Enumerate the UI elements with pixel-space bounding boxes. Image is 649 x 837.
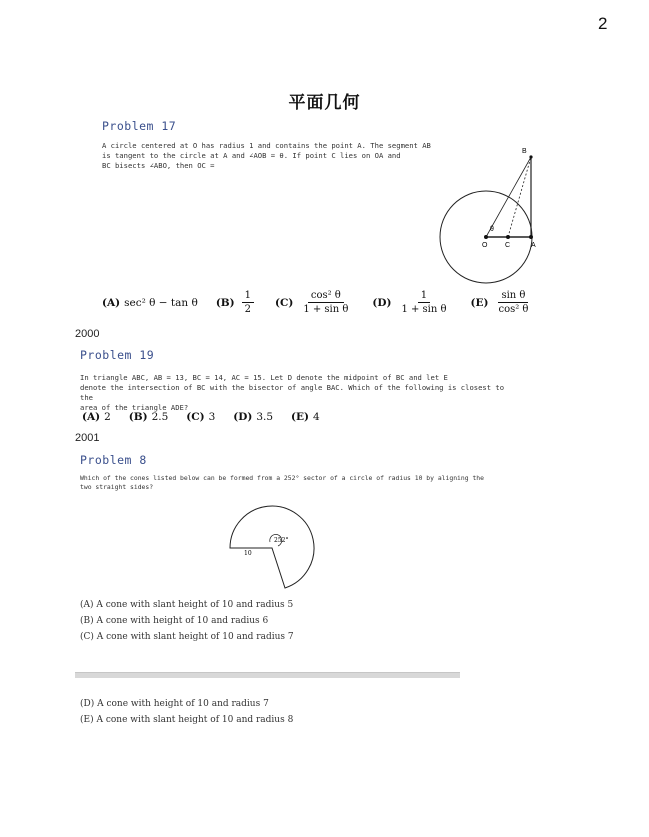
problem-17-line-3: BC bisects ∠ABO, then OC =	[102, 161, 215, 170]
segment-bc	[508, 157, 531, 237]
problem-8-line-2: two straight sides?	[80, 483, 154, 491]
p19-choice-d-text: 3.5	[256, 411, 274, 423]
label-theta: θ	[490, 226, 494, 233]
p8-option-c: (C) A cone with slant height of 10 and radius 7	[80, 632, 294, 642]
choice-d-label: (D)	[372, 296, 392, 309]
p19-choice-c-text: 3	[208, 411, 216, 423]
choice-e-label: (E)	[470, 296, 489, 309]
choice-c-num: cos² θ	[308, 289, 344, 303]
problem-19-line-2: denote the intersection of BC with the bisector of angle BAC. Which of the following is closest to the	[80, 383, 505, 402]
problem-8-line-1: Which of the cones listed below can be formed from a 252° sector of a circle of radius 10 by aligning the	[80, 474, 484, 482]
problem-8-options-first	[80, 597, 294, 645]
p19-choice-d-label: (D)	[233, 411, 253, 423]
choice-a-text: sec² θ − tan θ	[124, 296, 198, 309]
point-c	[506, 235, 510, 239]
choice-c-label: (C)	[275, 296, 294, 309]
choice-a	[102, 297, 198, 309]
p19-choice-e-text: 4	[312, 411, 320, 423]
section-title: 平面几何	[288, 93, 361, 113]
problem-17-line-1: A circle centered at O has radius 1 and contains the point A. The segment AB	[102, 141, 431, 150]
problem-17-text	[102, 141, 432, 171]
point-a	[529, 235, 533, 239]
label-o: O	[482, 242, 488, 249]
segment-ob	[486, 157, 531, 237]
angle-label: 252°	[274, 537, 289, 544]
choice-e-den: cos² θ	[498, 304, 529, 315]
choice-a-label: (A)	[102, 296, 121, 309]
year-2001: 2001	[75, 432, 100, 444]
choice-b	[216, 289, 257, 316]
choice-d-num: 1	[418, 289, 430, 303]
p8-option-e: (E) A cone with slant height of 10 and radius 8	[80, 715, 294, 725]
p8-option-d: (D) A cone with height of 10 and radius 7	[80, 699, 269, 709]
page-number: 2	[598, 14, 608, 33]
problem-17-line-2: is tangent to the circle at A and ∠AOB = θ. If point C lies on OA and	[102, 151, 401, 160]
choice-b-label: (B)	[215, 296, 235, 309]
p19-choice-e	[291, 411, 320, 423]
p8-option-a: (A) A cone with slant height of 10 and radius 5	[80, 600, 294, 610]
problem-8-sector-figure	[222, 500, 332, 590]
p19-choice-c	[186, 411, 215, 423]
year-2000: 2000	[75, 328, 100, 340]
choice-e-num: sin θ	[498, 289, 528, 303]
p19-choice-b	[129, 411, 169, 423]
choice-d	[372, 289, 452, 316]
point-o	[484, 235, 488, 239]
label-a: A	[531, 242, 536, 249]
problem-19-label: Problem 19	[80, 348, 155, 362]
problem-8-label: Problem 8	[80, 453, 147, 467]
problem-19-line-3: area of the triangle ADE?	[80, 403, 189, 412]
p19-choice-a-label: (A)	[82, 411, 101, 423]
p19-choice-a	[82, 411, 111, 423]
problem-8-options-second	[80, 696, 293, 728]
choice-d-den: 1 + sin θ	[401, 304, 447, 315]
problem-19-choices	[82, 411, 320, 423]
p8-option-b: (B) A cone with height of 10 and radius 6	[80, 616, 269, 626]
label-c: C	[505, 242, 511, 249]
problem-17-choices	[102, 289, 534, 316]
problem-8-text	[80, 474, 520, 492]
choice-e	[471, 289, 535, 316]
choice-b-den: 2	[244, 304, 252, 315]
radius-label: 10	[244, 550, 252, 557]
p19-choice-b-label: (B)	[128, 411, 148, 423]
point-b	[529, 155, 532, 158]
p19-choice-c-label: (C)	[186, 411, 205, 423]
label-b: B	[522, 148, 527, 155]
problem-19-text	[80, 373, 510, 413]
problem-17-label: Problem 17	[102, 119, 177, 133]
problem-17-figure	[430, 140, 550, 290]
p19-choice-a-text: 2	[104, 411, 111, 423]
problem-19-line-1: In triangle ABC, AB = 13, BC = 14, AC = 15. Let D denote the midpoint of BC and let E	[80, 373, 448, 382]
choice-b-num: 1	[242, 289, 254, 303]
choice-c-den: 1 + sin θ	[303, 304, 349, 315]
p19-choice-e-label: (E)	[291, 411, 309, 423]
choice-c	[275, 289, 354, 316]
p19-choice-d	[233, 411, 273, 423]
page-divider	[75, 672, 460, 678]
sector-outline	[230, 506, 314, 588]
p19-choice-b-text: 2.5	[151, 411, 169, 423]
